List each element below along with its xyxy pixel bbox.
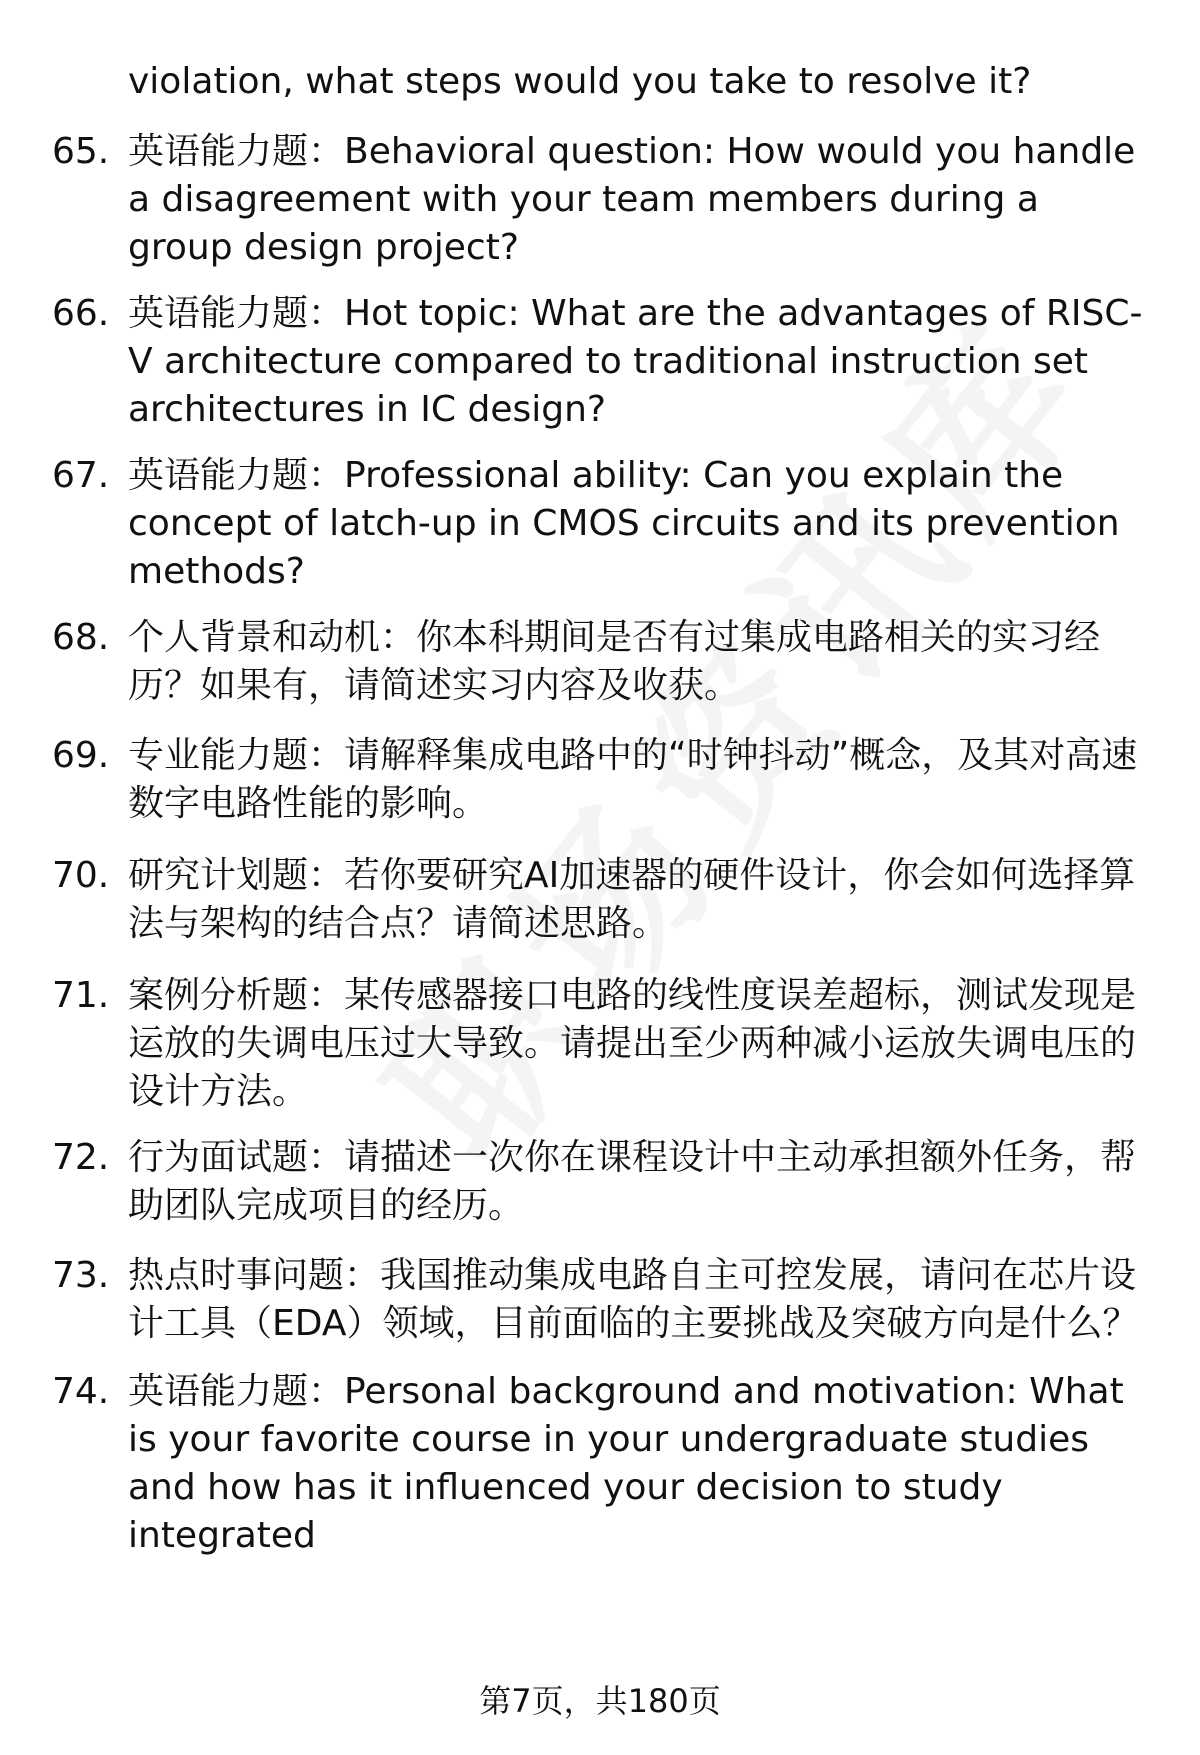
question-number: 65.	[52, 131, 110, 172]
question-number: 74.	[52, 1371, 110, 1412]
question-number: 70.	[52, 855, 110, 896]
question-number: 68.	[52, 617, 110, 658]
question-text: 案例分析题：某传感器接口电路的线性度误差超标，测试发现是运放的失调电压过大导致。请提出至少两种减小运放失调电压的设计方法。	[128, 975, 1137, 1112]
question-text: 专业能力题：请解释集成电路中的“时钟抖动”概念，及其对高速数字电路性能的影响。	[128, 735, 1138, 824]
question-text: 行为面试题：请描述一次你在课程设计中主动承担额外任务，帮助团队完成项目的经历。	[128, 1137, 1137, 1226]
question-number: 71.	[52, 975, 110, 1016]
question-text: 英语能力题：Personal background and motivation: What is your favorite course in your undergraduate studies and how has it influenced your decision to study integrated	[128, 1371, 1124, 1556]
continued-question-text: violation, what steps would you take to resolve it?	[128, 61, 1032, 102]
question-text: 热点时事问题：我国推动集成电路自主可控发展，请问在芯片设计工具（EDA）领域，目前面临的主要挑战及突破方向是什么？	[128, 1255, 1139, 1344]
question-number: 67.	[52, 455, 110, 496]
question-number: 66.	[52, 293, 110, 334]
question-number: 73.	[52, 1255, 110, 1296]
question-number: 72.	[52, 1137, 110, 1178]
question-text: 英语能力题：Professional ability: Can you explain the concept of latch-up in CMOS circuits and its prevention methods?	[128, 455, 1120, 592]
question-text: 研究计划题：若你要研究AI加速器的硬件设计，你会如何选择算法与架构的结合点？请简述思路。	[128, 855, 1136, 944]
question-number: 69.	[52, 735, 110, 776]
question-text: 英语能力题：Behavioral question: How would you handle a disagreement with your team members during a group design project?	[128, 131, 1136, 268]
question-text: 英语能力题：Hot topic: What are the advantages of RISC-V architecture compared to traditional instruction set architectures in IC design?	[128, 293, 1143, 430]
page-footer: 第7页，共180页	[479, 1682, 721, 1720]
question-text: 个人背景和动机：你本科期间是否有过集成电路相关的实习经历？如果有，请简述实习内容及收获。	[128, 617, 1101, 706]
